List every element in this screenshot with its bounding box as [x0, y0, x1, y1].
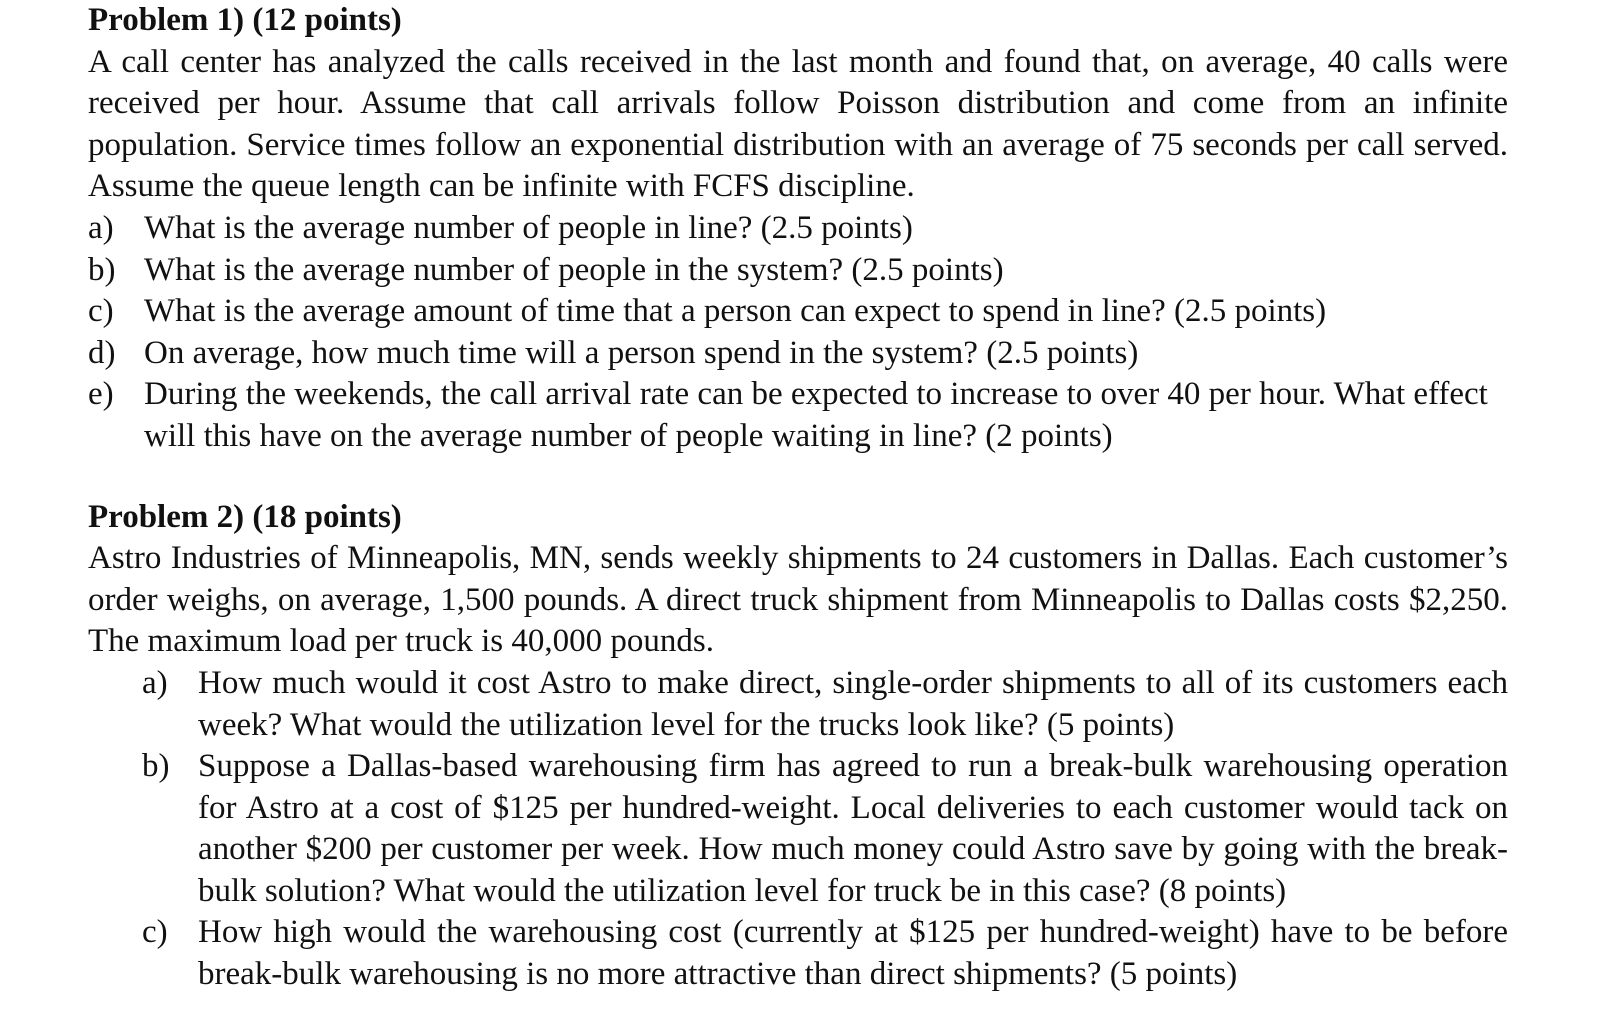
question-text: How much would it cost Astro to make direct, single-order shipments to all of its customers each week? What would the utilization level for the trucks look like? (5 points) [198, 664, 1508, 743]
question-text: What is the average amount of time that a person can expect to spend in line? (2.5 points) [144, 293, 1327, 330]
problem-1-question-a [88, 208, 1508, 250]
question-text: How high would the warehousing cost (currently at $125 per hundred-weight) have to be before break-bulk warehousing is no more attractive than direct shipments? (5 points) [198, 914, 1508, 993]
problem-2-questions [142, 663, 1508, 996]
question-label: a) [142, 664, 168, 701]
problem-1-title: Problem 1) (12 points) [88, 2, 402, 38]
question-label: e) [88, 376, 114, 413]
section-spacer [88, 458, 1508, 497]
problem-1 [88, 0, 1508, 458]
question-text: What is the average number of people in line? (2.5 points) [144, 209, 913, 246]
problem-2 [88, 497, 1508, 996]
question-label: c) [142, 914, 168, 951]
problem-2-question-b [142, 746, 1508, 912]
problem-2-intro: Astro Industries of Minneapolis, MN, sends weekly shipments to 24 customers in Dallas. Each customer’s order weighs, on average, 1,500 pounds. A direct truck shipment from Minneapolis to Dallas costs $2,250. The maximum load per truck is 40,000 pounds. [88, 540, 1508, 660]
question-label: a) [88, 209, 114, 246]
problem-2-question-c [142, 912, 1508, 995]
problem-1-question-e [88, 374, 1508, 457]
question-label: c) [88, 293, 114, 330]
question-text: During the weekends, the call arrival rate can be expected to increase to over 40 per hour. What effect will this have on the average number of people waiting in line? (2 points) [144, 376, 1488, 454]
problem-1-intro: A call center has analyzed the calls received in the last month and found that, on average, 40 calls were received per hour. Assume that call arrivals follow Poisson distribution and come from an infinite population. Service times follow an exponential distribution with an average of 75 seconds per call served. Assume the queue length can be infinite with FCFS discipline. [88, 43, 1508, 205]
problem-1-question-c [88, 291, 1508, 333]
document-page [88, 0, 1508, 996]
problem-1-questions [88, 208, 1508, 458]
problem-1-question-b [88, 250, 1508, 292]
question-label: d) [88, 334, 116, 371]
question-text: What is the average number of people in the system? (2.5 points) [144, 251, 1004, 288]
question-label: b) [142, 748, 170, 785]
question-text: On average, how much time will a person spend in the system? (2.5 points) [144, 334, 1139, 371]
problem-1-question-d [88, 333, 1508, 375]
question-text: Suppose a Dallas-based warehousing firm has agreed to run a break-bulk warehousing operation for Astro at a cost of $125 per hundred-weight. Local deliveries to each customer would tack on another $200 per customer per week. How much money could Astro save by going with the break-bulk solution? What would the utilization level for truck be in this case? (8 points) [198, 748, 1508, 909]
question-label: b) [88, 251, 116, 288]
problem-2-question-a [142, 663, 1508, 746]
problem-2-title: Problem 2) (18 points) [88, 498, 402, 535]
